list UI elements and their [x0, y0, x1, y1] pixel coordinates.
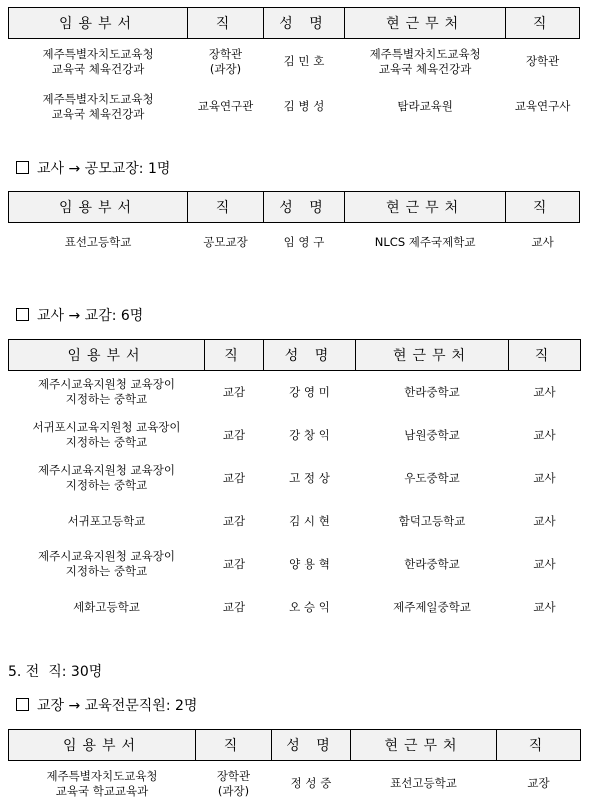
col-header-current-position: 직	[497, 730, 581, 761]
section-title-education-specialist: 교장 → 교육전문직원: 2명	[16, 696, 197, 716]
cell-name: 양 용 혁	[289, 556, 330, 571]
table-row	[9, 371, 581, 414]
cell-current-position: 교사	[531, 235, 554, 250]
cell-current-position: 교장	[527, 776, 550, 791]
cell-current-position: 교사	[533, 384, 556, 399]
col-header-position: 직	[188, 192, 264, 223]
cell-dept: 제주시교육지원청 교육장이 지정하는 중학교	[38, 549, 175, 578]
table-row	[9, 761, 581, 807]
cell-name: 강 창 익	[289, 427, 330, 442]
cell-name: 김 시 현	[289, 513, 330, 528]
cell-name: 김 민 호	[283, 54, 325, 69]
cell-dept: 제주시교육지원청 교육장이 지정하는 중학교	[38, 463, 175, 492]
cell-position: 교감	[222, 384, 246, 399]
cell-name: 강 영 미	[289, 384, 330, 399]
section-title-transfer: 5. 전 직: 30명	[8, 664, 103, 680]
cell-name: 임 영 구	[283, 235, 325, 250]
cell-dept: 제주시교육지원청 교육장이 지정하는 중학교	[38, 377, 175, 407]
table-row	[9, 223, 580, 263]
cell-dept: 제주특별자치도교육청 교육국 학교교육과	[46, 768, 158, 798]
cell-current: 제주특별자치도교육청 교육국 체육건강과	[369, 46, 481, 76]
cell-dept: 제주특별자치도교육청 교육국 체육건강과	[42, 46, 154, 76]
cell-dept: 세화고등학교	[73, 599, 140, 614]
col-header-name: 성 명	[263, 192, 344, 223]
cell-dept: 제주특별자치도교육청 교육국 체육건강과	[42, 91, 154, 121]
cell-current-position: 장학관	[525, 54, 560, 69]
cell-name: 오 승 익	[289, 599, 330, 614]
table-row	[9, 543, 581, 586]
cell-current-position: 교사	[533, 427, 556, 442]
table-header-row	[9, 340, 581, 371]
section-title-vice-principal: 교사 → 교감: 6명	[16, 306, 143, 326]
col-header-current-position: 직	[506, 192, 580, 223]
table-header-row	[9, 8, 580, 39]
section-title-principal: 교사 → 공모교장: 1명	[16, 159, 170, 179]
cell-name: 김 병 성	[283, 99, 325, 113]
col-header-current-position: 직	[506, 8, 580, 39]
cell-current-position: 교사	[533, 599, 556, 614]
cell-current: 함덕고등학교	[398, 513, 466, 528]
checkbox-icon	[16, 308, 29, 321]
cell-position: 교감	[222, 513, 246, 528]
appointment-table-3	[8, 339, 581, 629]
col-header-dept: 임용부서	[9, 192, 188, 223]
appointment-table-4	[8, 729, 581, 807]
cell-current-position: 교육연구사	[514, 99, 571, 113]
col-header-name: 성 명	[264, 340, 356, 371]
cell-current: 표선고등학교	[390, 776, 457, 791]
col-header-position: 직	[205, 340, 264, 371]
cell-current: 한라중학교	[404, 384, 460, 399]
cell-position: 장학관 (과장)	[216, 768, 251, 798]
table-row	[9, 586, 581, 629]
col-header-current: 현근무처	[345, 8, 506, 39]
table-row	[9, 457, 581, 500]
checkbox-icon	[16, 698, 29, 711]
table-header-row	[9, 730, 581, 761]
col-header-current: 현근무처	[351, 730, 497, 761]
cell-current: 제주제일중학교	[393, 599, 471, 614]
table-row	[9, 85, 580, 129]
cell-current-position: 교사	[533, 556, 556, 571]
cell-current: NLCS 제주국제학교	[374, 235, 476, 250]
col-header-current: 현근무처	[345, 192, 506, 223]
cell-position: 장학관 (과장)	[208, 46, 243, 76]
col-header-name: 성 명	[263, 8, 344, 39]
col-header-dept: 임용부서	[9, 730, 196, 761]
table-row	[9, 414, 581, 457]
cell-position: 교감	[222, 427, 246, 442]
cell-position: 교감	[222, 470, 246, 485]
col-header-dept: 임용부서	[9, 340, 205, 371]
cell-dept: 서귀포고등학교	[67, 513, 146, 528]
table-header-row	[9, 192, 580, 223]
cell-position: 교감	[222, 599, 246, 614]
table-row	[9, 500, 581, 543]
cell-current: 남원중학교	[404, 427, 460, 442]
cell-current-position: 교사	[533, 470, 556, 485]
cell-position: 교육연구관	[197, 99, 254, 113]
cell-position: 교감	[222, 556, 246, 571]
cell-current: 탐라교육원	[397, 99, 453, 113]
col-header-name: 성 명	[272, 730, 351, 761]
cell-dept: 표선고등학교	[64, 235, 132, 250]
col-header-current-position: 직	[509, 340, 581, 371]
cell-dept: 서귀포시교육지원청 교육장이 지정하는 중학교	[32, 420, 181, 449]
col-header-dept: 임용부서	[9, 8, 188, 39]
appointment-table-1	[8, 7, 580, 129]
cell-position: 공모교장	[203, 235, 248, 250]
cell-name: 정 성 중	[290, 776, 332, 791]
cell-current: 한라중학교	[404, 556, 460, 571]
col-header-position: 직	[196, 730, 272, 761]
col-header-current: 현근무처	[356, 340, 509, 371]
cell-current-position: 교사	[533, 513, 556, 528]
appointment-table-2	[8, 191, 580, 263]
checkbox-icon	[16, 161, 29, 174]
cell-name: 고 정 상	[289, 470, 330, 485]
table-row	[9, 39, 580, 85]
col-header-position: 직	[188, 8, 264, 39]
cell-current: 우도중학교	[404, 470, 460, 485]
